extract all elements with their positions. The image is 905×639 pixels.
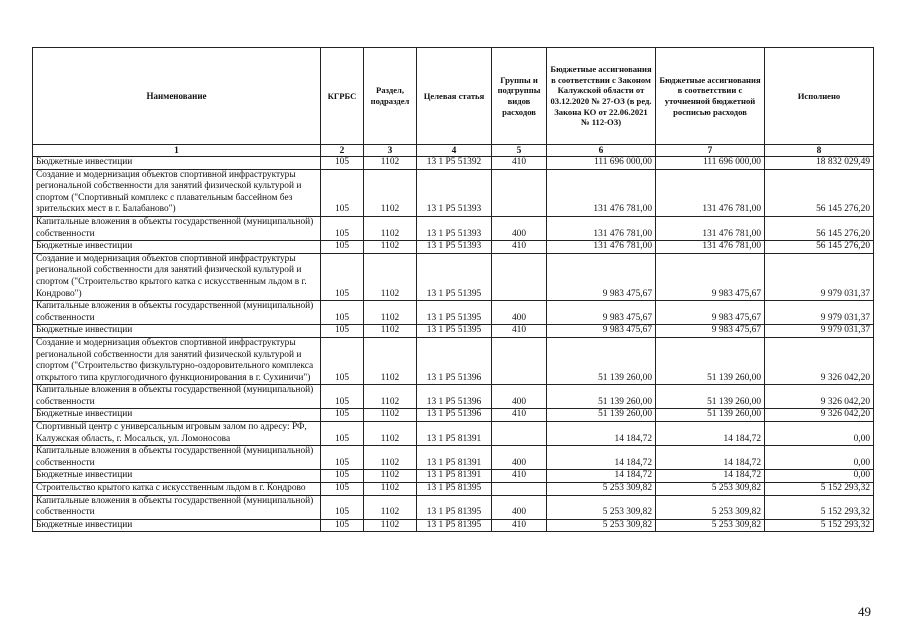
cell-group: 400 — [492, 446, 547, 470]
column-number: 3 — [364, 145, 417, 157]
cell-section: 1102 — [364, 483, 417, 496]
cell-group: 400 — [492, 495, 547, 519]
cell-executed: 5 152 293,32 — [765, 495, 874, 519]
cell-target: 13 1 P5 81395 — [417, 483, 492, 496]
cell-executed: 9 979 031,37 — [765, 301, 874, 325]
cell-kgrbs: 105 — [321, 483, 364, 496]
cell-section: 1102 — [364, 325, 417, 338]
cell-refined-allocation: 51 139 260,00 — [656, 409, 765, 422]
cell-executed: 18 832 029,49 — [765, 157, 874, 170]
table-row — [33, 385, 874, 409]
cell-target: 13 1 P5 81395 — [417, 495, 492, 519]
cell-group: 400 — [492, 301, 547, 325]
cell-name: Создание и модернизация объектов спортивной инфраструктуры региональной собственности для занятий физической культурой и спортом ("Спортивный комплекс с плавательным бассейном без зрительских мест в г. Балабаново") — [33, 169, 321, 216]
cell-executed: 9 979 031,37 — [765, 325, 874, 338]
cell-group: 410 — [492, 519, 547, 532]
cell-refined-allocation: 131 476 781,00 — [656, 216, 765, 240]
table-row — [33, 216, 874, 240]
cell-law-allocation: 51 139 260,00 — [547, 409, 656, 422]
cell-target: 13 1 P5 81391 — [417, 470, 492, 483]
cell-law-allocation: 131 476 781,00 — [547, 216, 656, 240]
cell-group: 400 — [492, 385, 547, 409]
cell-name: Капитальные вложения в объекты государственной (муниципальной) собственности — [33, 495, 321, 519]
cell-section: 1102 — [364, 470, 417, 483]
cell-section: 1102 — [364, 446, 417, 470]
cell-group — [492, 422, 547, 446]
cell-refined-allocation: 111 696 000,00 — [656, 157, 765, 170]
cell-name: Капитальные вложения в объекты государственной (муниципальной) собственности — [33, 446, 321, 470]
cell-section: 1102 — [364, 337, 417, 384]
cell-name: Строительство крытого катка с искусственным льдом в г. Кондрово — [33, 483, 321, 496]
cell-kgrbs: 105 — [321, 519, 364, 532]
cell-target: 13 1 P5 51393 — [417, 241, 492, 254]
cell-refined-allocation: 131 476 781,00 — [656, 169, 765, 216]
column-number-row — [33, 145, 874, 157]
cell-section: 1102 — [364, 253, 417, 300]
cell-executed: 5 152 293,32 — [765, 519, 874, 532]
cell-group — [492, 483, 547, 496]
cell-executed: 9 979 031,37 — [765, 253, 874, 300]
cell-name: Создание и модернизация объектов спортивной инфраструктуры региональной собственности для занятий физической культурой и спортом ("Строительство крытого катка с искусственным льдом в г. Кондрово") — [33, 253, 321, 300]
cell-target: 13 1 P5 51393 — [417, 216, 492, 240]
table-row — [33, 470, 874, 483]
table-row — [33, 409, 874, 422]
cell-law-allocation: 14 184,72 — [547, 446, 656, 470]
cell-refined-allocation: 14 184,72 — [656, 446, 765, 470]
cell-name: Капитальные вложения в объекты государственной (муниципальной) собственности — [33, 385, 321, 409]
cell-executed: 0,00 — [765, 422, 874, 446]
table-row — [33, 337, 874, 384]
cell-executed: 56 145 276,20 — [765, 241, 874, 254]
cell-executed: 56 145 276,20 — [765, 169, 874, 216]
cell-law-allocation: 14 184,72 — [547, 422, 656, 446]
header-groups: Группы и подгруппы видов расходов — [492, 48, 547, 145]
cell-law-allocation: 14 184,72 — [547, 470, 656, 483]
header-refined-allocations: Бюджетные ассигнования в соответствии с уточненной бюджетной росписью расходов — [656, 48, 765, 145]
cell-section: 1102 — [364, 241, 417, 254]
cell-refined-allocation: 14 184,72 — [656, 422, 765, 446]
cell-group — [492, 169, 547, 216]
cell-kgrbs: 105 — [321, 422, 364, 446]
cell-kgrbs: 105 — [321, 216, 364, 240]
cell-law-allocation: 131 476 781,00 — [547, 241, 656, 254]
cell-section: 1102 — [364, 409, 417, 422]
cell-executed: 56 145 276,20 — [765, 216, 874, 240]
table-row — [33, 169, 874, 216]
cell-refined-allocation: 9 983 475,67 — [656, 301, 765, 325]
cell-kgrbs: 105 — [321, 157, 364, 170]
cell-target: 13 1 P5 81391 — [417, 422, 492, 446]
cell-refined-allocation: 5 253 309,82 — [656, 495, 765, 519]
cell-law-allocation: 9 983 475,67 — [547, 301, 656, 325]
cell-group: 410 — [492, 241, 547, 254]
cell-target: 13 1 P5 51396 — [417, 337, 492, 384]
page-number: 49 — [858, 604, 871, 619]
cell-section: 1102 — [364, 169, 417, 216]
cell-law-allocation: 131 476 781,00 — [547, 169, 656, 216]
header-target: Целевая статья — [417, 48, 492, 145]
cell-name: Бюджетные инвестиции — [33, 470, 321, 483]
cell-kgrbs: 105 — [321, 470, 364, 483]
table-row — [33, 301, 874, 325]
cell-refined-allocation: 5 253 309,82 — [656, 519, 765, 532]
cell-section: 1102 — [364, 157, 417, 170]
cell-group: 410 — [492, 470, 547, 483]
cell-kgrbs: 105 — [321, 495, 364, 519]
cell-refined-allocation: 51 139 260,00 — [656, 337, 765, 384]
cell-law-allocation: 51 139 260,00 — [547, 385, 656, 409]
table-row — [33, 325, 874, 338]
header-kgrbs: КГРБС — [321, 48, 364, 145]
cell-name: Бюджетные инвестиции — [33, 157, 321, 170]
cell-law-allocation: 5 253 309,82 — [547, 495, 656, 519]
cell-target: 13 1 P5 51395 — [417, 325, 492, 338]
cell-target: 13 1 P5 51396 — [417, 409, 492, 422]
cell-target: 13 1 P5 81391 — [417, 446, 492, 470]
cell-kgrbs: 105 — [321, 446, 364, 470]
column-number: 6 — [547, 145, 656, 157]
cell-law-allocation: 9 983 475,67 — [547, 325, 656, 338]
cell-refined-allocation: 9 983 475,67 — [656, 253, 765, 300]
cell-refined-allocation: 51 139 260,00 — [656, 385, 765, 409]
cell-group: 410 — [492, 325, 547, 338]
cell-section: 1102 — [364, 519, 417, 532]
cell-group: 410 — [492, 409, 547, 422]
cell-law-allocation: 5 253 309,82 — [547, 519, 656, 532]
cell-executed: 9 326 042,20 — [765, 337, 874, 384]
table-body — [33, 145, 874, 532]
column-number: 7 — [656, 145, 765, 157]
cell-kgrbs: 105 — [321, 385, 364, 409]
cell-section: 1102 — [364, 385, 417, 409]
cell-refined-allocation: 14 184,72 — [656, 470, 765, 483]
cell-name: Бюджетные инвестиции — [33, 519, 321, 532]
cell-executed: 5 152 293,32 — [765, 483, 874, 496]
cell-target: 13 1 P5 51395 — [417, 301, 492, 325]
cell-name: Бюджетные инвестиции — [33, 241, 321, 254]
cell-group: 400 — [492, 216, 547, 240]
cell-law-allocation: 51 139 260,00 — [547, 337, 656, 384]
column-number: 4 — [417, 145, 492, 157]
budget-table — [32, 47, 874, 532]
cell-kgrbs: 105 — [321, 409, 364, 422]
cell-name: Капитальные вложения в объекты государственной (муниципальной) собственности — [33, 216, 321, 240]
cell-name: Спортивный центр с универсальным игровым залом по адресу: РФ, Калужская область, г. Мосальск, ул. Ломоносова — [33, 422, 321, 446]
cell-kgrbs: 105 — [321, 325, 364, 338]
cell-name: Создание и модернизация объектов спортивной инфраструктуры региональной собственности для занятий физической культурой и спортом ("Строительство физкультурно-оздоровительного комплекса открытого типа круглогодичного функционирования в г. Сухиничи") — [33, 337, 321, 384]
cell-refined-allocation: 5 253 309,82 — [656, 483, 765, 496]
table-row — [33, 422, 874, 446]
cell-section: 1102 — [364, 301, 417, 325]
cell-name: Капитальные вложения в объекты государственной (муниципальной) собственности — [33, 301, 321, 325]
column-number: 1 — [33, 145, 321, 157]
table-row — [33, 483, 874, 496]
cell-executed: 0,00 — [765, 470, 874, 483]
column-number: 8 — [765, 145, 874, 157]
table-row — [33, 495, 874, 519]
column-number: 2 — [321, 145, 364, 157]
cell-refined-allocation: 9 983 475,67 — [656, 325, 765, 338]
cell-group: 410 — [492, 157, 547, 170]
cell-name: Бюджетные инвестиции — [33, 325, 321, 338]
header-section: Раздел, подраздел — [364, 48, 417, 145]
cell-group — [492, 337, 547, 384]
cell-law-allocation: 111 696 000,00 — [547, 157, 656, 170]
table-row — [33, 253, 874, 300]
cell-kgrbs: 105 — [321, 169, 364, 216]
column-number: 5 — [492, 145, 547, 157]
cell-target: 13 1 P5 51392 — [417, 157, 492, 170]
cell-kgrbs: 105 — [321, 253, 364, 300]
table-row — [33, 241, 874, 254]
header-law-allocations: Бюджетные ассигнования в соответствии с Законом Калужской области от 03.12.2020 № 27-ОЗ (в ред. Закона КО от 22.06.2021 № 112-ОЗ) — [547, 48, 656, 145]
table-row — [33, 519, 874, 532]
cell-executed: 0,00 — [765, 446, 874, 470]
cell-target: 13 1 P5 81395 — [417, 519, 492, 532]
cell-law-allocation: 9 983 475,67 — [547, 253, 656, 300]
cell-section: 1102 — [364, 422, 417, 446]
cell-target: 13 1 P5 51396 — [417, 385, 492, 409]
header-row — [33, 48, 874, 145]
cell-kgrbs: 105 — [321, 301, 364, 325]
cell-section: 1102 — [364, 216, 417, 240]
header-executed: Исполнено — [765, 48, 874, 145]
cell-executed: 9 326 042,20 — [765, 409, 874, 422]
table-row — [33, 157, 874, 170]
cell-target: 13 1 P5 51393 — [417, 169, 492, 216]
cell-target: 13 1 P5 51395 — [417, 253, 492, 300]
cell-kgrbs: 105 — [321, 241, 364, 254]
cell-law-allocation: 5 253 309,82 — [547, 483, 656, 496]
cell-name: Бюджетные инвестиции — [33, 409, 321, 422]
cell-refined-allocation: 131 476 781,00 — [656, 241, 765, 254]
table-row — [33, 446, 874, 470]
header-name: Наименование — [33, 48, 321, 145]
cell-kgrbs: 105 — [321, 337, 364, 384]
cell-group — [492, 253, 547, 300]
cell-executed: 9 326 042,20 — [765, 385, 874, 409]
cell-section: 1102 — [364, 495, 417, 519]
